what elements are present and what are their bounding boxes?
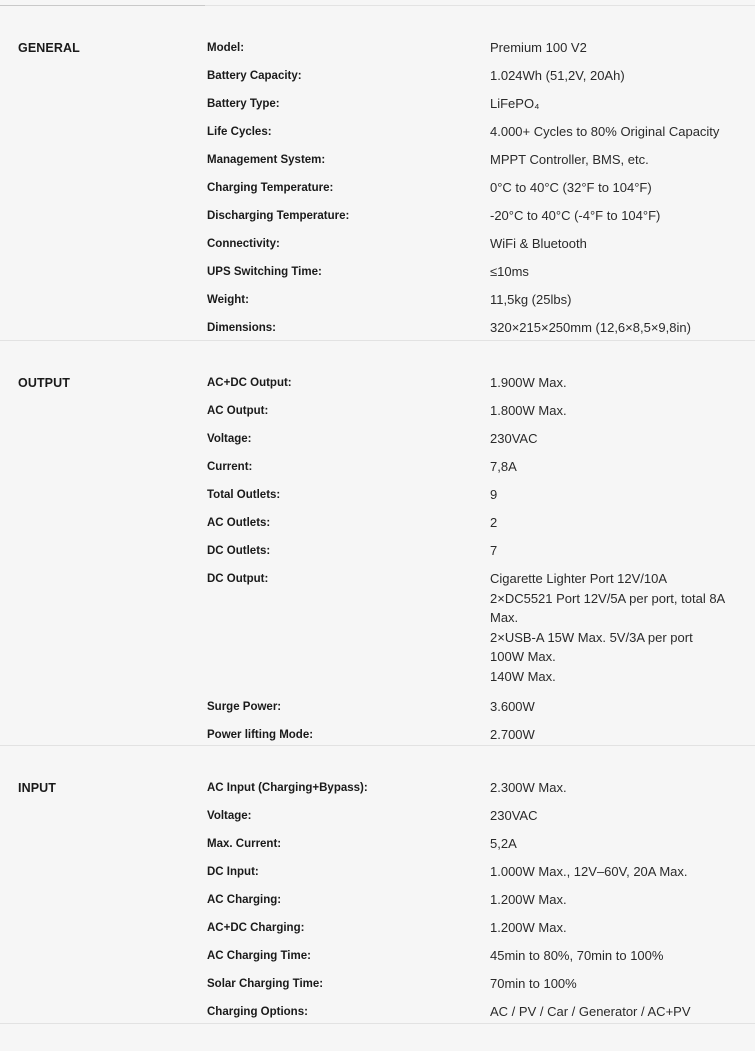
spec-value-line: ≤10ms [490,264,529,279]
spec-label: Charging Temperature: [207,182,334,194]
spec-label: AC Input (Charging+Bypass): [207,782,368,794]
spec-value-line: 230VAC [490,431,538,446]
spec-value [490,66,755,86]
spec-value-line: AC / PV / Car / Generator / AC+PV [490,1004,691,1019]
spec-row [0,485,755,513]
spec-value-line: Cigarette Lighter Port 12V/10A [490,571,668,586]
spec-value-line: 2.700W [490,727,535,742]
spec-value-line: 0°C to 40°C (32°F to 104°F) [490,180,652,195]
spec-value-line: 320×215×250mm (12,6×8,5×9,8in) [490,320,691,335]
spec-row [0,862,755,890]
spec-value-line: 9 [490,487,498,502]
spec-label: Battery Capacity: [207,70,302,82]
spec-value [490,513,755,533]
spec-value [490,918,755,938]
spec-rows [0,778,755,1030]
spec-value [490,38,755,58]
spec-value-line: 2.300W Max. [490,780,567,795]
spec-label: Management System: [207,154,326,166]
spec-value [490,1002,755,1022]
spec-label: Surge Power: [207,701,282,713]
spec-value [490,778,755,798]
spec-rows [0,38,755,346]
spec-value [490,541,755,561]
spec-section-general [0,0,755,341]
spec-value-line: 230VAC [490,808,538,823]
spec-label: AC Charging Time: [207,950,311,962]
spec-value-line: 5,2A [490,836,517,851]
spec-value-line: 2×DC5521 Port 12V/5A per port, total 8A Max. [490,590,725,625]
spec-row [0,290,755,318]
spec-value-line: MPPT Controller, BMS, etc. [490,152,649,167]
spec-value-line: 2×USB-A 15W Max. 5V/3A per port [490,629,693,645]
spec-value [490,373,755,393]
spec-value-line: WiFi & Bluetooth [490,236,587,251]
spec-label: AC Charging: [207,894,282,906]
spec-row [0,697,755,725]
spec-value [490,318,755,338]
spec-row [0,429,755,457]
spec-value [490,457,755,477]
spec-value [490,94,755,114]
spec-label: Model: [207,42,245,54]
spec-row [0,974,755,1002]
spec-row [0,66,755,94]
section-title: GENERAL [18,41,80,55]
spec-label: Weight: [207,294,249,306]
spec-label: DC Output: [207,573,269,585]
spec-value [490,806,755,826]
spec-label: DC Input: [207,866,259,878]
spec-row [0,541,755,569]
spec-value [490,974,755,994]
spec-value [490,234,755,254]
spec-row [0,150,755,178]
spec-value-line: 140W Max. [490,668,556,684]
spec-value [490,262,755,282]
spec-label: Total Outlets: [207,489,281,501]
spec-value [490,290,755,310]
spec-label: Battery Type: [207,98,280,110]
spec-value [490,150,755,170]
spec-value [490,862,755,882]
spec-label: UPS Switching Time: [207,266,322,278]
spec-value [490,834,755,854]
spec-row [0,946,755,974]
spec-label: AC+DC Output: [207,377,292,389]
spec-label: Solar Charging Time: [207,978,324,990]
spec-value-line: LiFePO₄ [490,96,540,111]
spec-row [0,94,755,122]
spec-row [0,178,755,206]
spec-value-line: 1.200W Max. [490,892,567,907]
spec-row [0,513,755,541]
spec-row [0,262,755,290]
spec-label: AC Output: [207,405,269,417]
spec-value [490,206,755,226]
spec-row [0,373,755,401]
spec-label: Voltage: [207,810,252,822]
spec-value [490,485,755,505]
spec-value [490,429,755,449]
spec-row [0,834,755,862]
spec-value-line: 1.000W Max., 12V–60V, 20A Max. [490,864,688,879]
spec-value-line: 45min to 80%, 70min to 100% [490,948,664,963]
spec-value [490,890,755,910]
spec-row [0,890,755,918]
spec-label: Connectivity: [207,238,280,250]
spec-value-line: 4.000+ Cycles to 80% Original Capacity [490,124,720,139]
spec-value-line: 1.024Wh (51,2V, 20Ah) [490,68,625,83]
spec-label: AC+DC Charging: [207,922,305,934]
spec-value-line: 100W Max. [490,649,556,664]
spec-value-line: 1.800W Max. [490,403,567,418]
spec-label: DC Outlets: [207,545,271,557]
spec-label: Current: [207,461,253,473]
spec-row [0,234,755,262]
spec-value-line: 3.600W [490,699,535,714]
spec-row [0,918,755,946]
spec-label: Charging Options: [207,1006,308,1018]
section-title: OUTPUT [18,376,70,390]
spec-value [490,122,755,142]
spec-row [0,457,755,485]
spec-value-line: 7 [490,543,498,558]
spec-label: Life Cycles: [207,126,272,138]
spec-label: Discharging Temperature: [207,210,350,222]
spec-value-line: 70min to 100% [490,976,577,991]
spec-section-output [0,341,755,746]
spec-row [0,1002,755,1030]
spec-value [490,401,755,421]
spec-value [490,178,755,198]
spec-value [490,946,755,966]
spec-label: AC Outlets: [207,517,271,529]
spec-value-line: 1.200W Max. [490,920,567,935]
spec-value-line: 11,5kg (25lbs) [490,292,572,307]
spec-value-line: 2 [490,515,498,530]
section-title: INPUT [18,781,56,795]
spec-row [0,569,755,697]
spec-value [490,725,755,745]
spec-value-line: 7,8A [490,459,517,474]
spec-row [0,806,755,834]
spec-section-input [0,746,755,1024]
spec-value [490,697,755,717]
spec-label: Power lifting Mode: [207,729,314,741]
spec-label: Dimensions: [207,322,277,334]
spec-label: Max. Current: [207,838,282,850]
spec-row [0,122,755,150]
spec-value-line: -20°C to 40°C (-4°F to 104°F) [490,208,661,223]
spec-rows [0,373,755,753]
spec-row [0,401,755,429]
spec-value [490,569,755,686]
spec-row [0,778,755,806]
spec-value-line: 1.900W Max. [490,375,567,390]
spec-label: Voltage: [207,433,252,445]
spec-row [0,38,755,66]
spec-value-line: Premium 100 V2 [490,40,587,55]
spec-row [0,206,755,234]
